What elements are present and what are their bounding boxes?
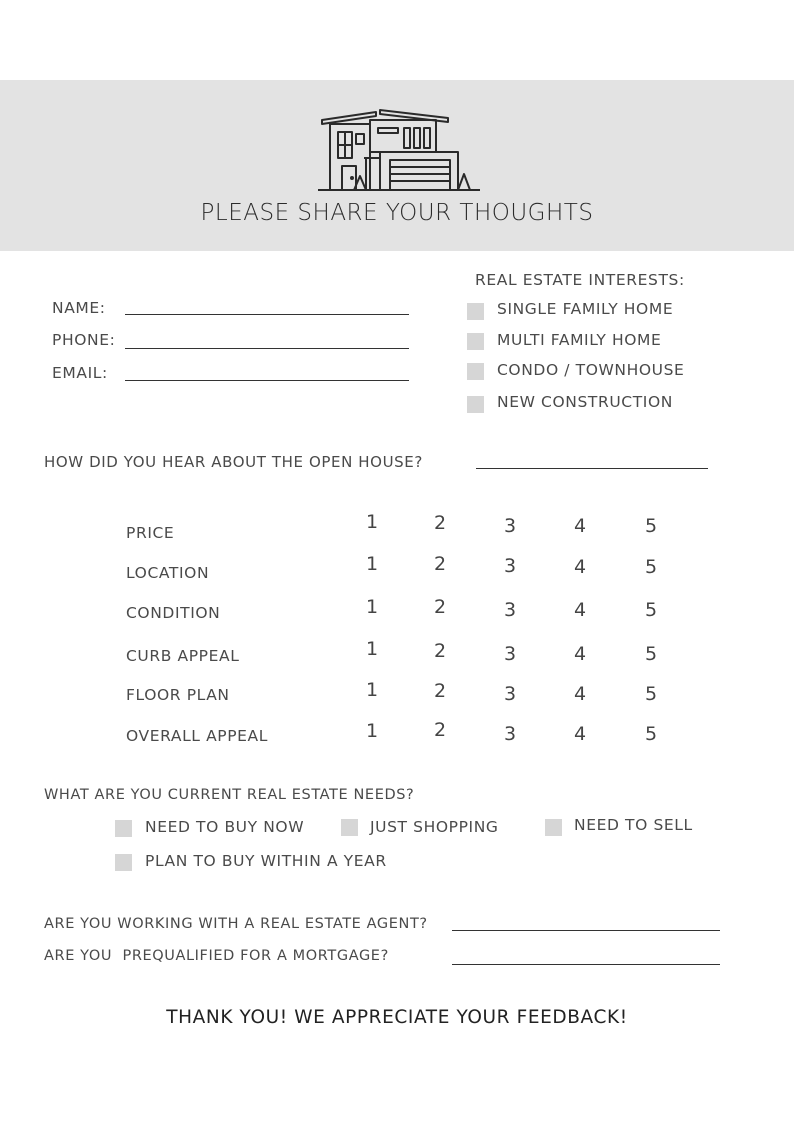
rating-row-label: PRICE: [126, 524, 175, 542]
rating-option[interactable]: 1: [366, 720, 379, 742]
interest-label-multi-family: MULTI FAMILY HOME: [497, 331, 662, 349]
heard-question: HOW DID YOU HEAR ABOUT THE OPEN HOUSE?: [44, 453, 423, 471]
rating-option[interactable]: 2: [434, 680, 447, 702]
rating-option[interactable]: 2: [434, 512, 447, 534]
checkbox-multi-family[interactable]: [467, 333, 484, 350]
rating-option[interactable]: 4: [574, 683, 587, 705]
rating-option[interactable]: 5: [645, 556, 658, 578]
rating-option[interactable]: 3: [504, 599, 517, 621]
rating-option[interactable]: 4: [574, 643, 587, 665]
rating-option[interactable]: 5: [645, 683, 658, 705]
rating-option[interactable]: 5: [645, 723, 658, 745]
page-title: PLEASE SHARE YOUR THOUGHTS: [200, 200, 594, 226]
rating-option[interactable]: 2: [434, 640, 447, 662]
rating-option[interactable]: 4: [574, 556, 587, 578]
agent-answer-field[interactable]: [452, 930, 720, 931]
needs-question: WHAT ARE YOU CURRENT REAL ESTATE NEEDS?: [44, 787, 415, 803]
rating-option[interactable]: 3: [504, 683, 517, 705]
thank-you-message: THANK YOU! WE APPRECIATE YOUR FEEDBACK!: [166, 1007, 628, 1028]
rating-option[interactable]: 1: [366, 511, 379, 533]
checkbox-just-shopping[interactable]: [341, 819, 358, 836]
rating-option[interactable]: 3: [504, 515, 517, 537]
rating-option[interactable]: 2: [434, 719, 447, 741]
interests-heading: REAL ESTATE INTERESTS:: [475, 271, 685, 289]
name-field[interactable]: [125, 314, 409, 315]
rating-option[interactable]: 1: [366, 638, 379, 660]
needs-label-plan-to-buy: PLAN TO BUY WITHIN A YEAR: [145, 852, 387, 870]
rating-option[interactable]: 1: [366, 553, 379, 575]
agent-question: ARE YOU WORKING WITH A REAL ESTATE AGENT?: [44, 916, 428, 932]
interest-label-condo-townhouse: CONDO / TOWNHOUSE: [497, 361, 685, 379]
checkbox-single-family[interactable]: [467, 303, 484, 320]
rating-row-label: FLOOR PLAN: [126, 686, 230, 704]
rating-option[interactable]: 3: [504, 555, 517, 577]
rating-option[interactable]: 5: [645, 515, 658, 537]
checkbox-need-to-sell[interactable]: [545, 819, 562, 836]
rating-option[interactable]: 5: [645, 599, 658, 621]
name-label: NAME:: [52, 299, 106, 317]
checkbox-plan-to-buy[interactable]: [115, 854, 132, 871]
interest-label-new-construction: NEW CONSTRUCTION: [497, 393, 673, 411]
rating-option[interactable]: 1: [366, 596, 379, 618]
needs-label-buy-now: NEED TO BUY NOW: [145, 818, 305, 836]
rating-option[interactable]: 1: [366, 679, 379, 701]
email-label: EMAIL:: [52, 364, 108, 382]
heard-answer-field[interactable]: [476, 468, 708, 469]
rating-row-label: OVERALL APPEAL: [126, 727, 268, 745]
checkbox-need-to-buy-now[interactable]: [115, 820, 132, 837]
email-field[interactable]: [125, 380, 409, 381]
rating-option[interactable]: 5: [645, 643, 658, 665]
header-banner: [0, 80, 794, 251]
needs-label-need-to-sell: NEED TO SELL: [574, 816, 693, 834]
phone-field[interactable]: [125, 348, 409, 349]
modern-house-icon: [318, 106, 480, 194]
rating-option[interactable]: 4: [574, 723, 587, 745]
rating-option[interactable]: 4: [574, 599, 587, 621]
rating-option[interactable]: 3: [504, 723, 517, 745]
rating-option[interactable]: 3: [504, 643, 517, 665]
checkbox-condo-townhouse[interactable]: [467, 363, 484, 380]
mortgage-answer-field[interactable]: [452, 964, 720, 965]
rating-row-label: LOCATION: [126, 564, 210, 582]
rating-row-label: CURB APPEAL: [126, 647, 240, 665]
rating-row-label: CONDITION: [126, 604, 221, 622]
phone-label: PHONE:: [52, 331, 116, 349]
interest-label-single-family: SINGLE FAMILY HOME: [497, 300, 674, 318]
mortgage-question: ARE YOU PREQUALIFIED FOR A MORTGAGE?: [44, 948, 389, 964]
needs-label-just-shopping: JUST SHOPPING: [370, 818, 499, 836]
rating-option[interactable]: 2: [434, 553, 447, 575]
checkbox-new-construction[interactable]: [467, 396, 484, 413]
rating-option[interactable]: 2: [434, 596, 447, 618]
rating-option[interactable]: 4: [574, 515, 587, 537]
